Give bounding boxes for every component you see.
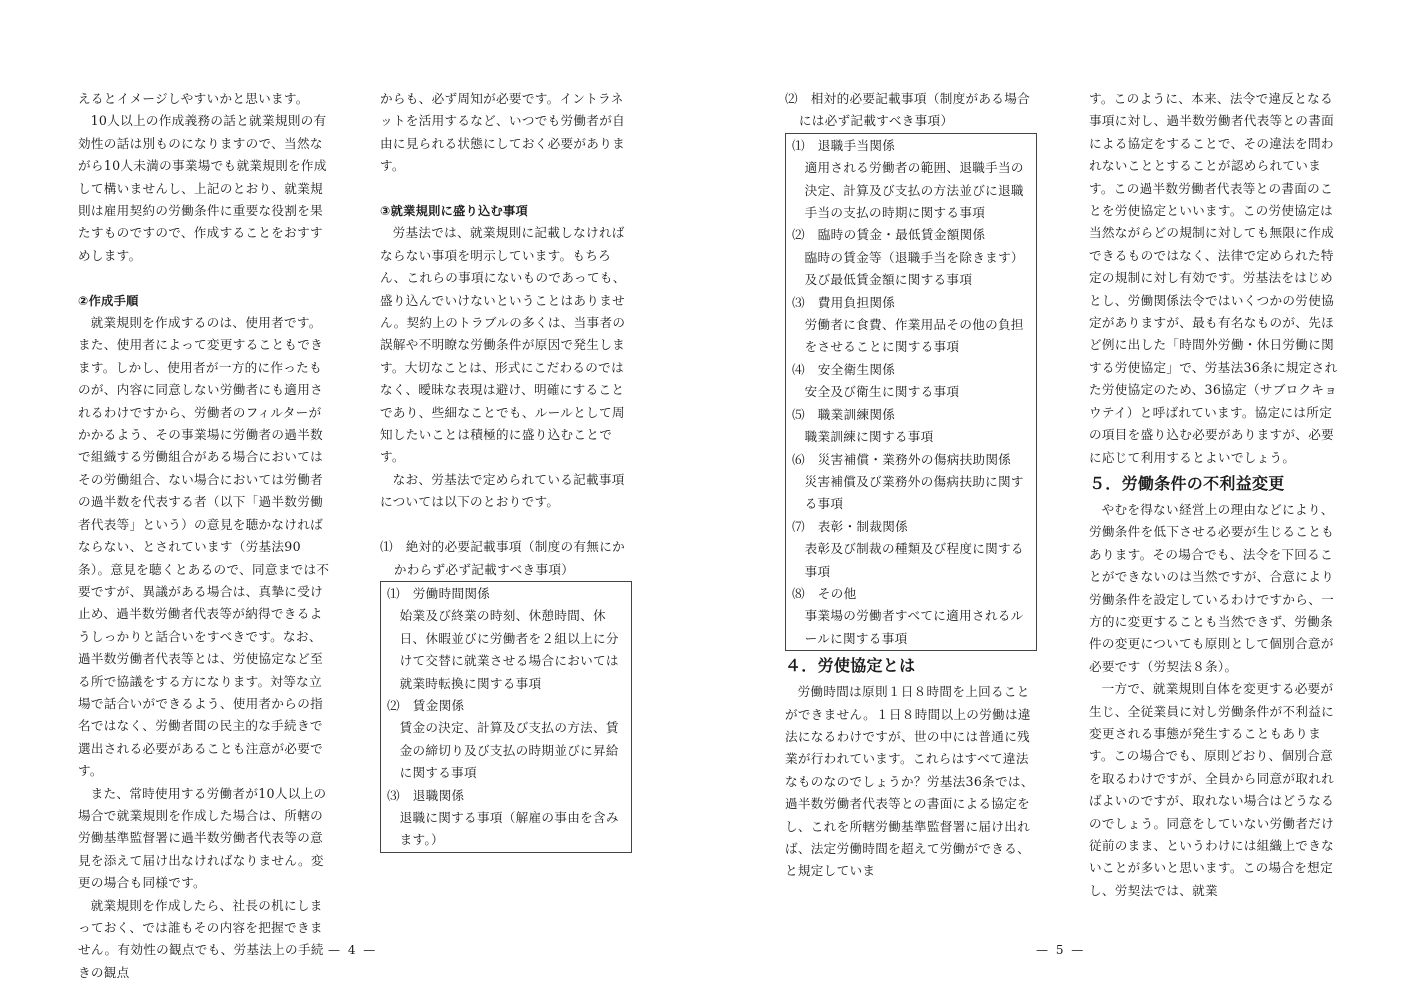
paragraph: 労働時間は原則１日８時間を上回ることができません。１日８時間以上の労働は違法になるわけですが、世の中には普通に残業が行われています。これらはすべて違法なものなのでしょうか？労基法36条では、過半数労働者代表等との書面による協定をし、これを所轄労働基準監督署に届け出れば、法定労働時間を超えて労働ができる、と規定していま [785, 684, 1034, 879]
paragraph: 就業規則を作成したら、社長の机にしまっておく、では誰もその内容を把握できません。有効性の観点でも、労基法上の手続きの観点 [78, 897, 324, 980]
page-number-right: — 5 — [1036, 943, 1086, 957]
box-item-body: 災害補償及び業務外の傷病扶助に関する事項 [804, 473, 1024, 512]
list-heading-relative-items: ⑵ 相対的必要記載事項（制度がある場合には必ず記載すべき事項） [785, 91, 1030, 129]
absolute-items-box [380, 581, 632, 853]
paragraph: 労基法では、就業規則に記載しなければならない事項を明示しています。もちろん、これらの事項にないものであっても、盛り込んでいけないということはありません。契約上のトラブルの多くは、当事者の誤解や不明瞭な労働条件が原因で発生します。大切なことは、形式にこだわるのではなく、曖昧な表現は避け、明確にすることであり、些細なことでも、ルールとして周知したいことは積極的に盛り込むことです。 [380, 225, 626, 465]
column-4 [1089, 88, 1341, 902]
column-3 [785, 88, 1037, 883]
box-item-body: 労働者に食費、作業用品その他の負担をさせることに関する事項 [804, 317, 1024, 355]
box-item-body: 臨時の賃金等（退職手当を除きます）及び最低賃金額に関する事項 [804, 249, 1024, 288]
paragraph: やむを得ない経営上の理由などにより、労働条件を低下させる必要が生じることもあります。その場合でも、法令を下回ることができないのは当然ですが、合意により労働条件を設定しているわけですから、一方的に変更することも当然できず、労働条件の変更についても原則として個別合意が必要です（労契法８条）。 [1089, 501, 1334, 674]
paragraph: えるとイメージしやすいかと思います。 [78, 91, 309, 106]
box-item-heading: ⑷ 安全衛生関係 [792, 361, 896, 377]
box-item-heading: ⑶ 費用負担関係 [792, 294, 896, 310]
paragraph: 一方で、就業規則自体を変更する必要が生じ、全従業員に対し労働条件が不利益に変更される事態が発生することもあります。この場合でも、原則どおり、個別合意を取るわけですが、全員から同意が取れればよいのですが、取れない場合はどうなるのでしょう。同意をしていない労働者だけ従前のまま、というわけには組織上できないことが多いと思います。この場合を想定し、労契法では、就業 [1089, 681, 1334, 898]
box-item-heading: ⑴ 退職手当関係 [792, 137, 896, 153]
box-item-heading: ⑸ 職業訓練関係 [792, 406, 896, 422]
sub-heading-creation-procedure: ②作成手順 [78, 293, 139, 308]
box-item-heading: ⑵ 賃金関係 [387, 697, 465, 713]
paragraph: からも、必ず周知が必要です。イントラネットを活用するなど、いつでも労働者が自由に見られる状態にしておく必要があります。 [380, 91, 625, 174]
list-heading-absolute-items: ⑴ 絶対的必要記載事項（制度の有無にかかわらず必ず記載すべき事項） [380, 539, 625, 577]
paragraph: す。このように、本来、法令で違反となる事項に対し、過半数労働者代表等との書面による協定をすることで、その違法を問われないこととすることが認められています。この過半数労働者代表等との書面のことを労使協定といいます。この労使協定は当然ながらどの規制に対しても無限に作成できるものではなく、法律で定められた特定の規制に対し有効です。労基法をはじめとし、労働関係法令ではいくつかの労使協定がありますが、最も有名なものが、先ほど例に出した「時間外労働・休日労働に関する労使協定」で、労基法36条に規定された労使協定のため、36協定（サブロクキョウテイ）と呼ばれています。協定には所定の項目を盛り込む必要がありますが、必要に応じて利用するとよいでしょう。 [1089, 91, 1338, 465]
box-item-body: 職業訓練に関する事項 [804, 429, 934, 445]
box-item-heading: ⑺ 表彰・制裁関係 [792, 518, 909, 534]
relative-items-box [785, 133, 1037, 651]
box-item-body: 事業場の労働者すべてに適用されるルールに関する事項 [804, 608, 1024, 646]
box-item-body: 安全及び衛生に関する事項 [804, 384, 960, 400]
box-item-heading: ⑵ 臨時の賃金・最低賃金額関係 [792, 227, 986, 243]
section-heading-labor-agreement: ４．労使協定とは [785, 656, 916, 676]
box-item-heading: ⑴ 労働時間関係 [387, 585, 491, 601]
section-heading-disadvantageous-change: ５．労働条件の不利益変更 [1089, 473, 1285, 493]
box-item-body: 退職に関する事項（解雇の事由を含みます。） [399, 809, 619, 848]
box-item-body: 賃金の決定、計算及び支払の方法、賃金の締切り及び支払の時期並びに昇給に関する事項 [399, 720, 619, 781]
paragraph: 10人以上の作成義務の話と就業規則の有効性の話は別ものになりますので、当然ながら10人未満の事業場でも就業規則を作成して構いませんし、上記のとおり、就業規則は雇用契約の労働条件に重要な役割を果たすものですので、作成することをおすすめします。 [78, 113, 327, 263]
box-item-heading: ⑶ 退職関係 [387, 787, 465, 803]
paragraph: なお、労基法で定められている記載事項については以下のとおりです。 [380, 471, 625, 510]
box-item-heading: ⑹ 災害補償・業務外の傷病扶助関係 [792, 451, 1012, 467]
paragraph: また、常時使用する労働者が10人以上の場合で就業規則を作成した場合は、所轄の労働基準監督署に過半数労働者代表等の意見を添えて届け出なければなりません。変更の場合も同様です。 [78, 785, 327, 891]
box-item-heading: ⑻ その他 [792, 585, 857, 601]
column-1 [78, 88, 330, 984]
column-2 [380, 88, 632, 853]
sub-heading-required-items: ③就業規則に盛り込む事項 [380, 204, 528, 219]
box-item-body: 表彰及び制裁の種類及び程度に関する事項 [804, 541, 1024, 579]
box-item-body: 始業及び終業の時刻、休憩時間、休日、休暇並びに労働者を２組以上に分けて交替に就業させる場合においては就業時転換に関する事項 [399, 608, 619, 691]
page-number-left: — 4 — [328, 943, 378, 957]
paragraph: 就業規則を作成するのは、使用者です。また、使用者によって変更することもできます。しかし、使用者が一方的に作ったものが、内容に同意しない労働者にも適用されるわけですから、労働者のフィルターがかかるよう、その事業場に労働者の過半数で組織する労働組合がある場合においてはその労働組合、ない場合においては労働者の過半数を代表する者（以下「過半数労働者代表等」という）の意見を聴かなければならない、とされています（労基法90条）。意見を聴くとあるので、同意までは不要ですが、異議がある場合は、真摯に受け止め、過半数労働者代表等が納得できるようしっかりと話合いをすべきです。なお、過半数労働者代表等とは、労使協定など至る所で協議をする方になります。対等な立場で話合いができるよう、使用者からの指名ではなく、労働者間の民主的な手続きで選出される必要があることも注意が必要です。 [78, 315, 330, 779]
box-item-body: 適用される労働者の範囲、退職手当の決定、計算及び支払の方法並びに退職手当の支払の時期に関する事項 [804, 160, 1024, 221]
